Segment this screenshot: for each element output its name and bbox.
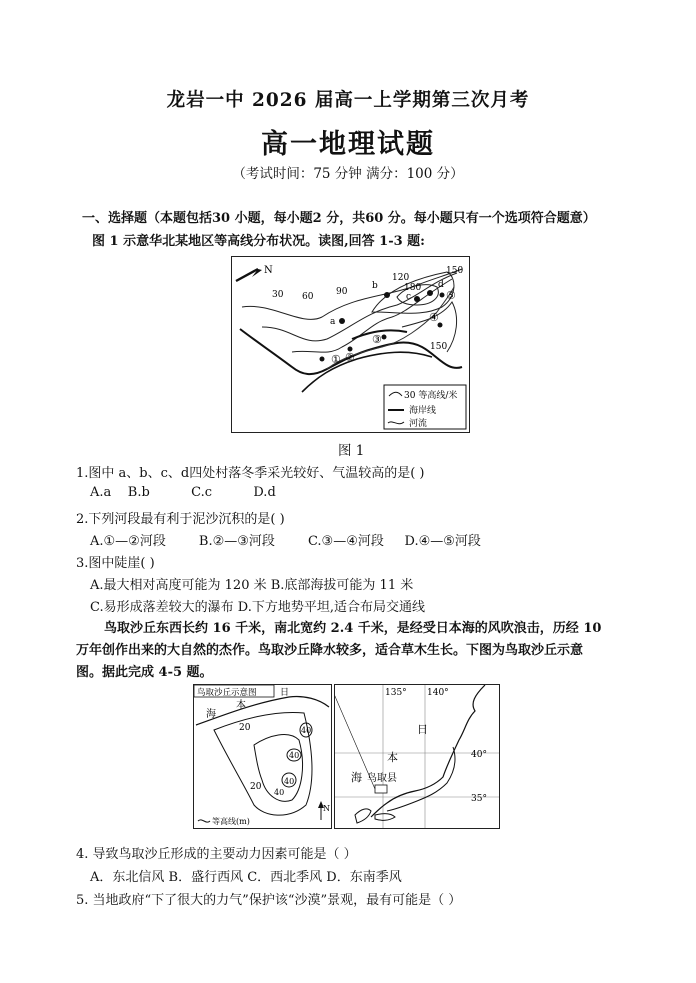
question-5-stem: 5. 当地政府“下了很大的力气”保护该“沙漠”景观，最有可能是（ ） <box>76 893 462 908</box>
question-2-stem: 2.下列河段最有利于泥沙沉积的是( ) <box>76 512 285 527</box>
passage-line-1: 鸟取沙丘东西长约 16 千米，南北宽约 2.4 千米，是经受日本海的风吹浪击，历经 10 <box>104 621 602 636</box>
river-point-label: ① <box>331 353 341 366</box>
japan-sea-label: 海 <box>351 771 362 784</box>
contour-60 <box>262 273 457 341</box>
question-2-options: A.①—②河段 B.②—③河段 C.③—④河段 D.④—⑤河段 <box>90 534 481 549</box>
question-3-stem: 3.图中陡崖( ) <box>76 556 155 571</box>
village-label: d <box>438 280 444 290</box>
river-point-label: ⑤ <box>446 289 456 302</box>
question-1-options: A.a B.b C.c D.d <box>90 485 276 500</box>
legend-coast-label: 海岸线 <box>409 406 437 416</box>
exam-info: （考试时间：75 分钟 满分：100 分） <box>232 166 464 182</box>
prefecture-label: 鸟取县 <box>367 773 397 784</box>
contour-label: 180 <box>404 283 422 293</box>
shikoku-outline <box>375 814 395 821</box>
figure1-caption: 图 1 <box>338 443 365 459</box>
japan-map-char: 日 <box>417 723 428 736</box>
north-label: N <box>264 265 273 276</box>
village-a-dot <box>339 318 345 324</box>
village-b-dot <box>384 292 390 298</box>
dune-contour-20 <box>214 712 312 815</box>
subject-title: 高一地理试题 <box>261 129 435 160</box>
lat-label: 35° <box>471 794 487 804</box>
village-label: b <box>372 281 378 291</box>
dune-map-title: 鸟取沙丘示意图 <box>197 688 257 698</box>
figure2-japan-map <box>334 684 500 829</box>
village-label: c <box>406 292 412 302</box>
dune-map-svg <box>194 685 331 828</box>
dune-contour-label: 20 <box>250 782 262 792</box>
river-point-dot <box>320 357 325 362</box>
dune-contour-label: 40 <box>301 726 312 735</box>
lon-label: 140° <box>427 688 449 698</box>
contour-label: 30 <box>272 290 284 300</box>
village-c-dot <box>414 296 420 302</box>
village-d-dot <box>427 290 433 296</box>
question-3-options-ab: A.最大相对高度可能为 120 米 B.底部海拔可能为 11 米 <box>90 578 414 593</box>
japan-map-char: 本 <box>387 751 398 764</box>
contour-label: 90 <box>336 287 348 297</box>
dune-legend-label: 等高线(m) <box>212 817 250 826</box>
tottori-marker <box>375 785 387 793</box>
contour-label: 150 <box>446 266 464 276</box>
lat-label: 40° <box>471 750 487 760</box>
question-1-stem: 1.图中 a、b、c、d四处村落冬季采光较好、气温较高的是( ) <box>76 466 425 481</box>
passage-line-2: 万年创作出来的大自然的杰作。鸟取沙丘降水较多，适合草木生长。下图为鸟取沙丘示意 <box>76 643 584 658</box>
dune-north-label: N <box>323 804 330 813</box>
river-point-dot <box>382 335 387 340</box>
figure1-contour-map <box>231 256 470 433</box>
sea-char: 海 <box>206 709 216 720</box>
figure2-dune-map <box>193 684 332 829</box>
village-label: a <box>330 317 336 327</box>
dune-legend-symbol <box>198 820 210 822</box>
figure1-intro: 图 1 示意华北某地区等高线分布状况。读图,回答 1-3 题: <box>92 234 425 249</box>
contour-map-svg <box>232 257 469 432</box>
dune-contour-label: 40 <box>284 777 295 786</box>
dune-contour-label: 20 <box>239 723 251 733</box>
kyushu-outline <box>355 809 371 823</box>
dune-contour-label: 40 <box>289 751 300 760</box>
section-heading: 一、选择题（本题包括30 小题，每小题2 分，共60 分。每小题只有一个选项符合题意） <box>82 211 596 226</box>
legend-river-label: 河流 <box>409 419 428 429</box>
contour-label: 60 <box>302 292 314 302</box>
contour-label: 150 <box>430 342 448 352</box>
dune-contour-label: 40 <box>274 788 285 797</box>
river-point-label: ② <box>345 351 355 364</box>
contour-label: 120 <box>392 273 410 283</box>
sea-char: 本 <box>236 700 246 711</box>
japan-map-svg <box>335 685 499 828</box>
river-point-label: ③ <box>372 333 382 346</box>
dune-map-tag: 日 <box>280 688 290 698</box>
legend-contour-label: 30 等高线/米 <box>404 391 458 401</box>
school-exam-line: 龙岩一中 2026 届高一上学期第三次月考 <box>166 90 530 111</box>
river-point-dot <box>440 293 445 298</box>
passage-line-3: 图。据此完成 4-5 题。 <box>76 665 213 680</box>
question-3-options-cd: C.易形成落差较大的瀑布 D.下方地势平坦,适合布局交通线 <box>90 600 425 615</box>
question-4-stem: 4. 导致鸟取沙丘形成的主要动力因素可能是（ ） <box>76 847 357 862</box>
question-4-options: A．东北信风 B．盛行西风 C．西北季风 D．东南季风 <box>90 870 402 885</box>
river-point-label: ④ <box>429 311 439 324</box>
lon-label: 135° <box>385 688 407 698</box>
